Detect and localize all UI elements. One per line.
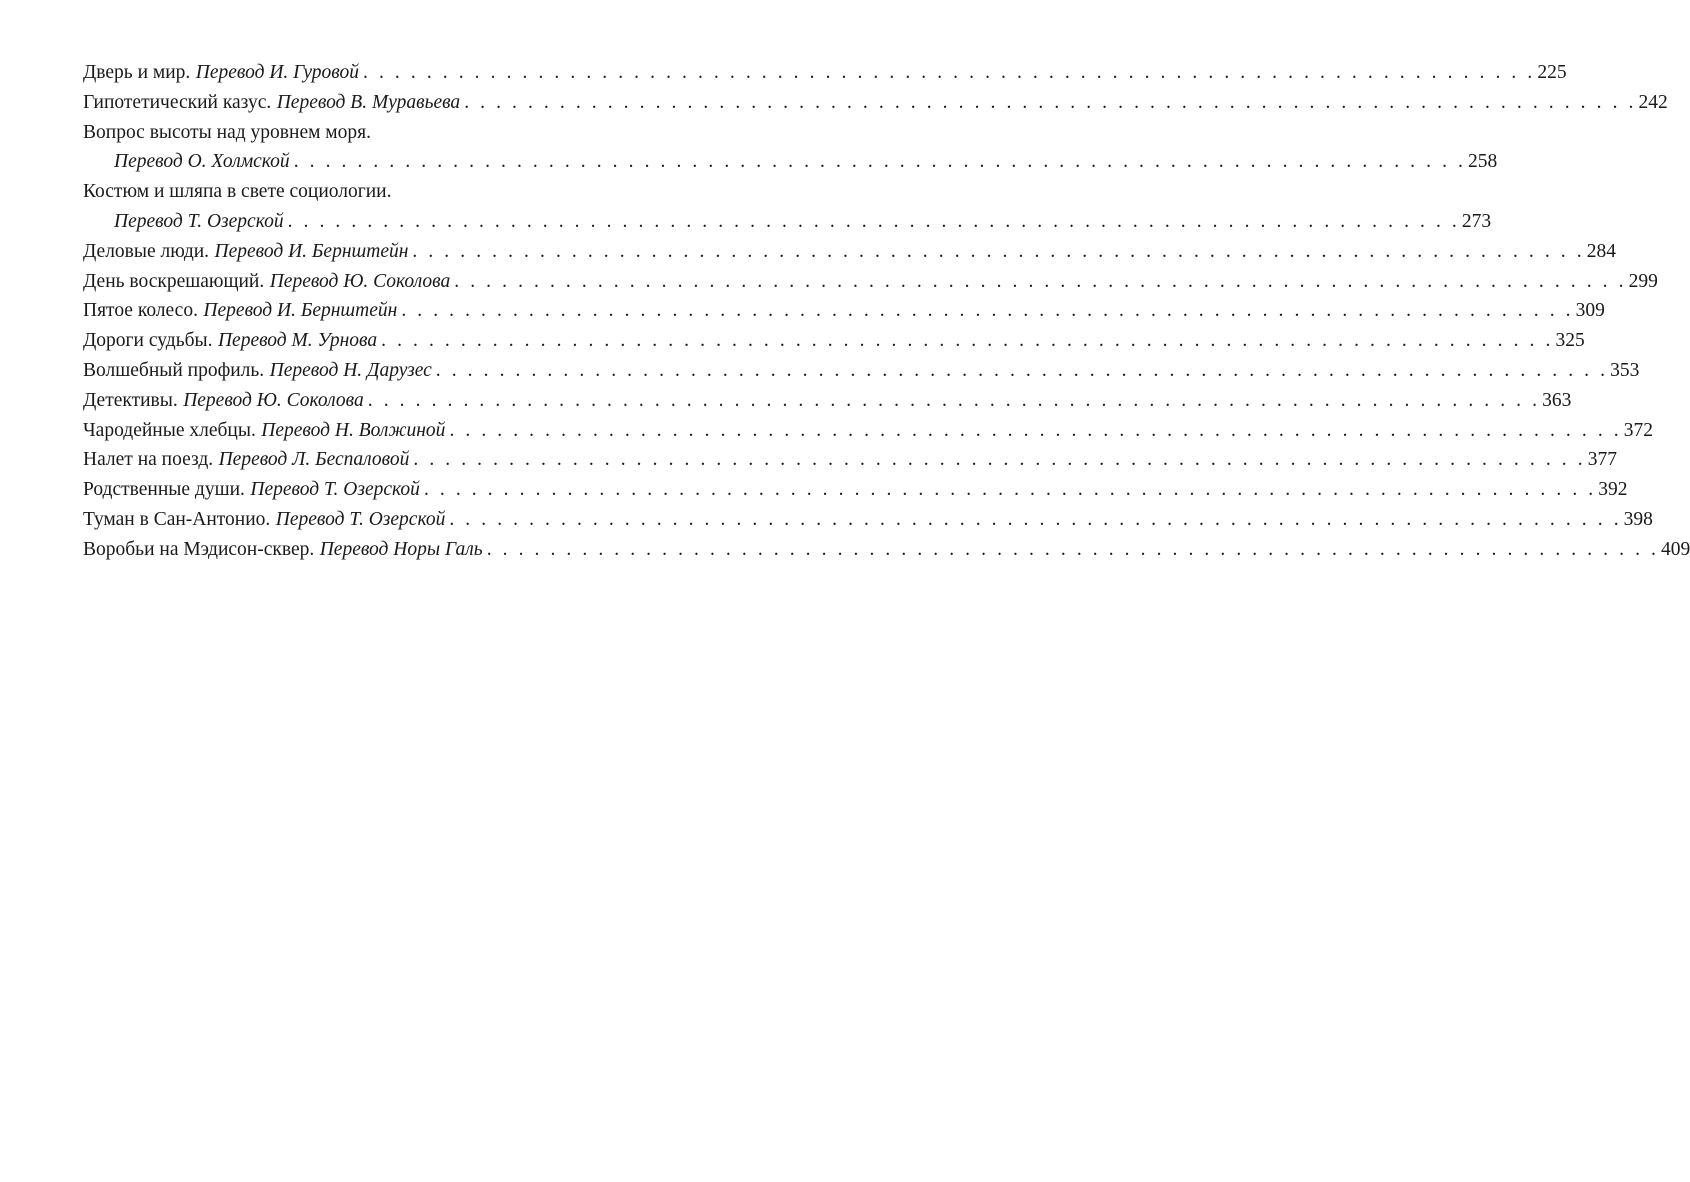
entry-translator: Перевод Ю. Соколова [183, 389, 364, 411]
entry-title-line [83, 177, 645, 207]
dot-leader: . . . . . . . . . . . . . . . . . . . . . . . . . . . . . . . . . . . . . . . . . . . . . . . . . . . . . . . . . . . . . . . . . . . . . . . . . . [381, 330, 1554, 352]
entry-line [83, 445, 1617, 475]
toc-entry [83, 177, 1492, 237]
entry-line [83, 505, 1653, 535]
dot-leader: . . . . . . . . . . . . . . . . . . . . . . . . . . . . . . . . . . . . . . . . . . . . . . . . . . . . . . . . . . . . . . . . . . . . . . . . . . [287, 210, 1460, 232]
entry-line [83, 267, 1658, 297]
entry-title: Туман в Сан-Антонио. [83, 508, 271, 530]
toc-entry [83, 535, 1690, 565]
entry-page-number: 409 [1661, 538, 1690, 560]
toc-entry [83, 356, 1640, 386]
entry-title: Родственные души. [83, 479, 245, 501]
entry-translator: Перевод Ю. Соколова [269, 270, 451, 292]
entry-line [83, 88, 1668, 118]
entry-translator: Перевод И. Гуровой [195, 62, 360, 83]
entry-line [83, 416, 1654, 446]
entry-page-number: 353 [1610, 359, 1640, 381]
entry-page-number: 392 [1598, 479, 1628, 501]
entry-title: Дверь и мир. [83, 62, 191, 83]
dot-leader: . . . . . . . . . . . . . . . . . . . . . . . . . . . . . . . . . . . . . . . . . . . . . . . . . . . . . . . . . . . . . . . . . . . . . . . . . . [454, 270, 1627, 292]
dot-leader: . . . . . . . . . . . . . . . . . . . . . . . . . . . . . . . . . . . . . . . . . . . . . . . . . . . . . . . . . . . . . . . . . . . . . . . . . . [449, 508, 1622, 530]
entry-page-number: 325 [1555, 330, 1585, 352]
entry-title: Волшебный профиль. [83, 359, 265, 381]
entry-page-number: 284 [1586, 240, 1616, 262]
toc-entry [83, 267, 1658, 297]
entry-line [83, 296, 1605, 326]
entry-translator: Перевод И. Бернштейн [203, 300, 398, 322]
toc-entry [83, 445, 1617, 475]
entry-title: Детективы. [83, 389, 178, 411]
table-of-contents [83, 58, 1690, 565]
entry-translator: Перевод В. Муравьева [276, 91, 461, 113]
entry-page-number: 372 [1623, 419, 1654, 441]
entry-translator: Перевод Л. Беспаловой [218, 449, 410, 471]
dot-leader: . . . . . . . . . . . . . . . . . . . . . . . . . . . . . . . . . . . . . . . . . . . . . . . . . . . . . . . . . . . . . . . . . . . . . . . . . . [293, 151, 1467, 173]
toc-entry [83, 237, 1616, 267]
toc-entry [83, 326, 1585, 356]
toc-entry [83, 386, 1572, 416]
dot-leader: . . . . . . . . . . . . . . . . . . . . . . . . . . . . . . . . . . . . . . . . . . . . . . . . . . . . . . . . . . . . . . . . . . . . . . . . . . [486, 538, 1660, 560]
entry-line [83, 326, 1585, 356]
dot-leader: . . . . . . . . . . . . . . . . . . . . . . . . . . . . . . . . . . . . . . . . . . . . . . . . . . . . . . . . . . . . . . . . . . . . . . . . . . [464, 91, 1637, 113]
entry-translator: Перевод Т. Озерской [250, 479, 420, 501]
entry-title: Деловые люди. [83, 240, 210, 262]
entry-title: Костюм и шляпа в свете социологии. [83, 181, 392, 203]
toc-entry [83, 505, 1653, 535]
entry-translator: Перевод Н. Дарузес [269, 359, 432, 381]
entry-translator-line [83, 207, 1492, 237]
dot-leader: . . . . . . . . . . . . . . . . . . . . . . . . . . . . . . . . . . . . . . . . . . . . . . . . . . . . . . . . . . . . . . . . . . . . . . . . . . [449, 419, 1622, 441]
entry-title: Вопрос высоты над уровнем моря. [83, 121, 371, 143]
entry-page-number: 299 [1628, 270, 1658, 292]
entry-title-line [83, 118, 645, 148]
toc-entry [83, 475, 1628, 505]
entry-page-number: 242 [1638, 91, 1668, 113]
entry-translator: Перевод Н. Волжиной [261, 419, 446, 441]
entry-translator: Перевод Т. Озерской [114, 210, 284, 232]
entry-page-number: 273 [1461, 210, 1492, 232]
entry-title: Пятое колесо. [83, 300, 198, 322]
dot-leader: . . . . . . . . . . . . . . . . . . . . . . . . . . . . . . . . . . . . . . . . . . . . . . . . . . . . . . . . . . . . . . . . . . . . . . . . . . [423, 479, 1597, 501]
dot-leader: . . . . . . . . . . . . . . . . . . . . . . . . . . . . . . . . . . . . . . . . . . . . . . . . . . . . . . . . . . . . . . . . . . . . . . . . . . [412, 240, 1585, 262]
entry-translator: Перевод М. Урнова [217, 330, 378, 352]
dot-leader: . . . . . . . . . . . . . . . . . . . . . . . . . . . . . . . . . . . . . . . . . . . . . . . . . . . . . . . . . . . . . . . . . . . . . . . . . . [401, 300, 1574, 322]
entry-line [83, 535, 1690, 565]
entry-line [83, 58, 1567, 88]
entry-line [83, 475, 1628, 505]
entry-translator: Перевод И. Бернштейн [214, 240, 409, 262]
dot-leader: . . . . . . . . . . . . . . . . . . . . . . . . . . . . . . . . . . . . . . . . . . . . . . . . . . . . . . . . . . . . . . . . . . . . . . . . . . [413, 449, 1586, 471]
entry-translator: Перевод О. Холмской [114, 151, 290, 173]
toc-entry [83, 58, 1567, 88]
toc-entry [83, 416, 1654, 446]
entry-translator-line [83, 147, 1498, 177]
entry-page-number: 258 [1468, 151, 1498, 173]
entry-title: Налет на поезд. [83, 449, 214, 471]
toc-entry [83, 88, 1668, 118]
entry-page-number: 377 [1587, 449, 1617, 471]
entry-title: Воробьи на Мэдисон-сквер. [83, 538, 315, 560]
entry-page-number: 225 [1537, 62, 1567, 83]
entry-title: День воскрешающий. [83, 270, 265, 292]
toc-entry [83, 118, 1498, 178]
entry-title: Чародейные хлебцы. [83, 419, 256, 441]
dot-leader: . . . . . . . . . . . . . . . . . . . . . . . . . . . . . . . . . . . . . . . . . . . . . . . . . . . . . . . . . . . . . . . . . . . . . . . . . . [363, 62, 1536, 83]
entry-page-number: 363 [1542, 389, 1572, 411]
dot-leader: . . . . . . . . . . . . . . . . . . . . . . . . . . . . . . . . . . . . . . . . . . . . . . . . . . . . . . . . . . . . . . . . . . . . . . . . . . [435, 359, 1609, 381]
entry-translator: Перевод Т. Озерской [275, 508, 446, 530]
entry-page-number: 398 [1623, 508, 1653, 530]
entry-title: Дороги судьбы. [83, 330, 213, 352]
dot-leader: . . . . . . . . . . . . . . . . . . . . . . . . . . . . . . . . . . . . . . . . . . . . . . . . . . . . . . . . . . . . . . . . . . . . . . . . . . [367, 389, 1541, 411]
entry-title: Гипотетический казус. [83, 91, 272, 113]
toc-entry [83, 296, 1605, 326]
entry-page-number: 309 [1575, 300, 1605, 322]
entry-line [83, 237, 1616, 267]
entry-line [83, 386, 1572, 416]
entry-translator: Перевод Норы Галь [319, 538, 483, 560]
entry-line [83, 356, 1640, 386]
